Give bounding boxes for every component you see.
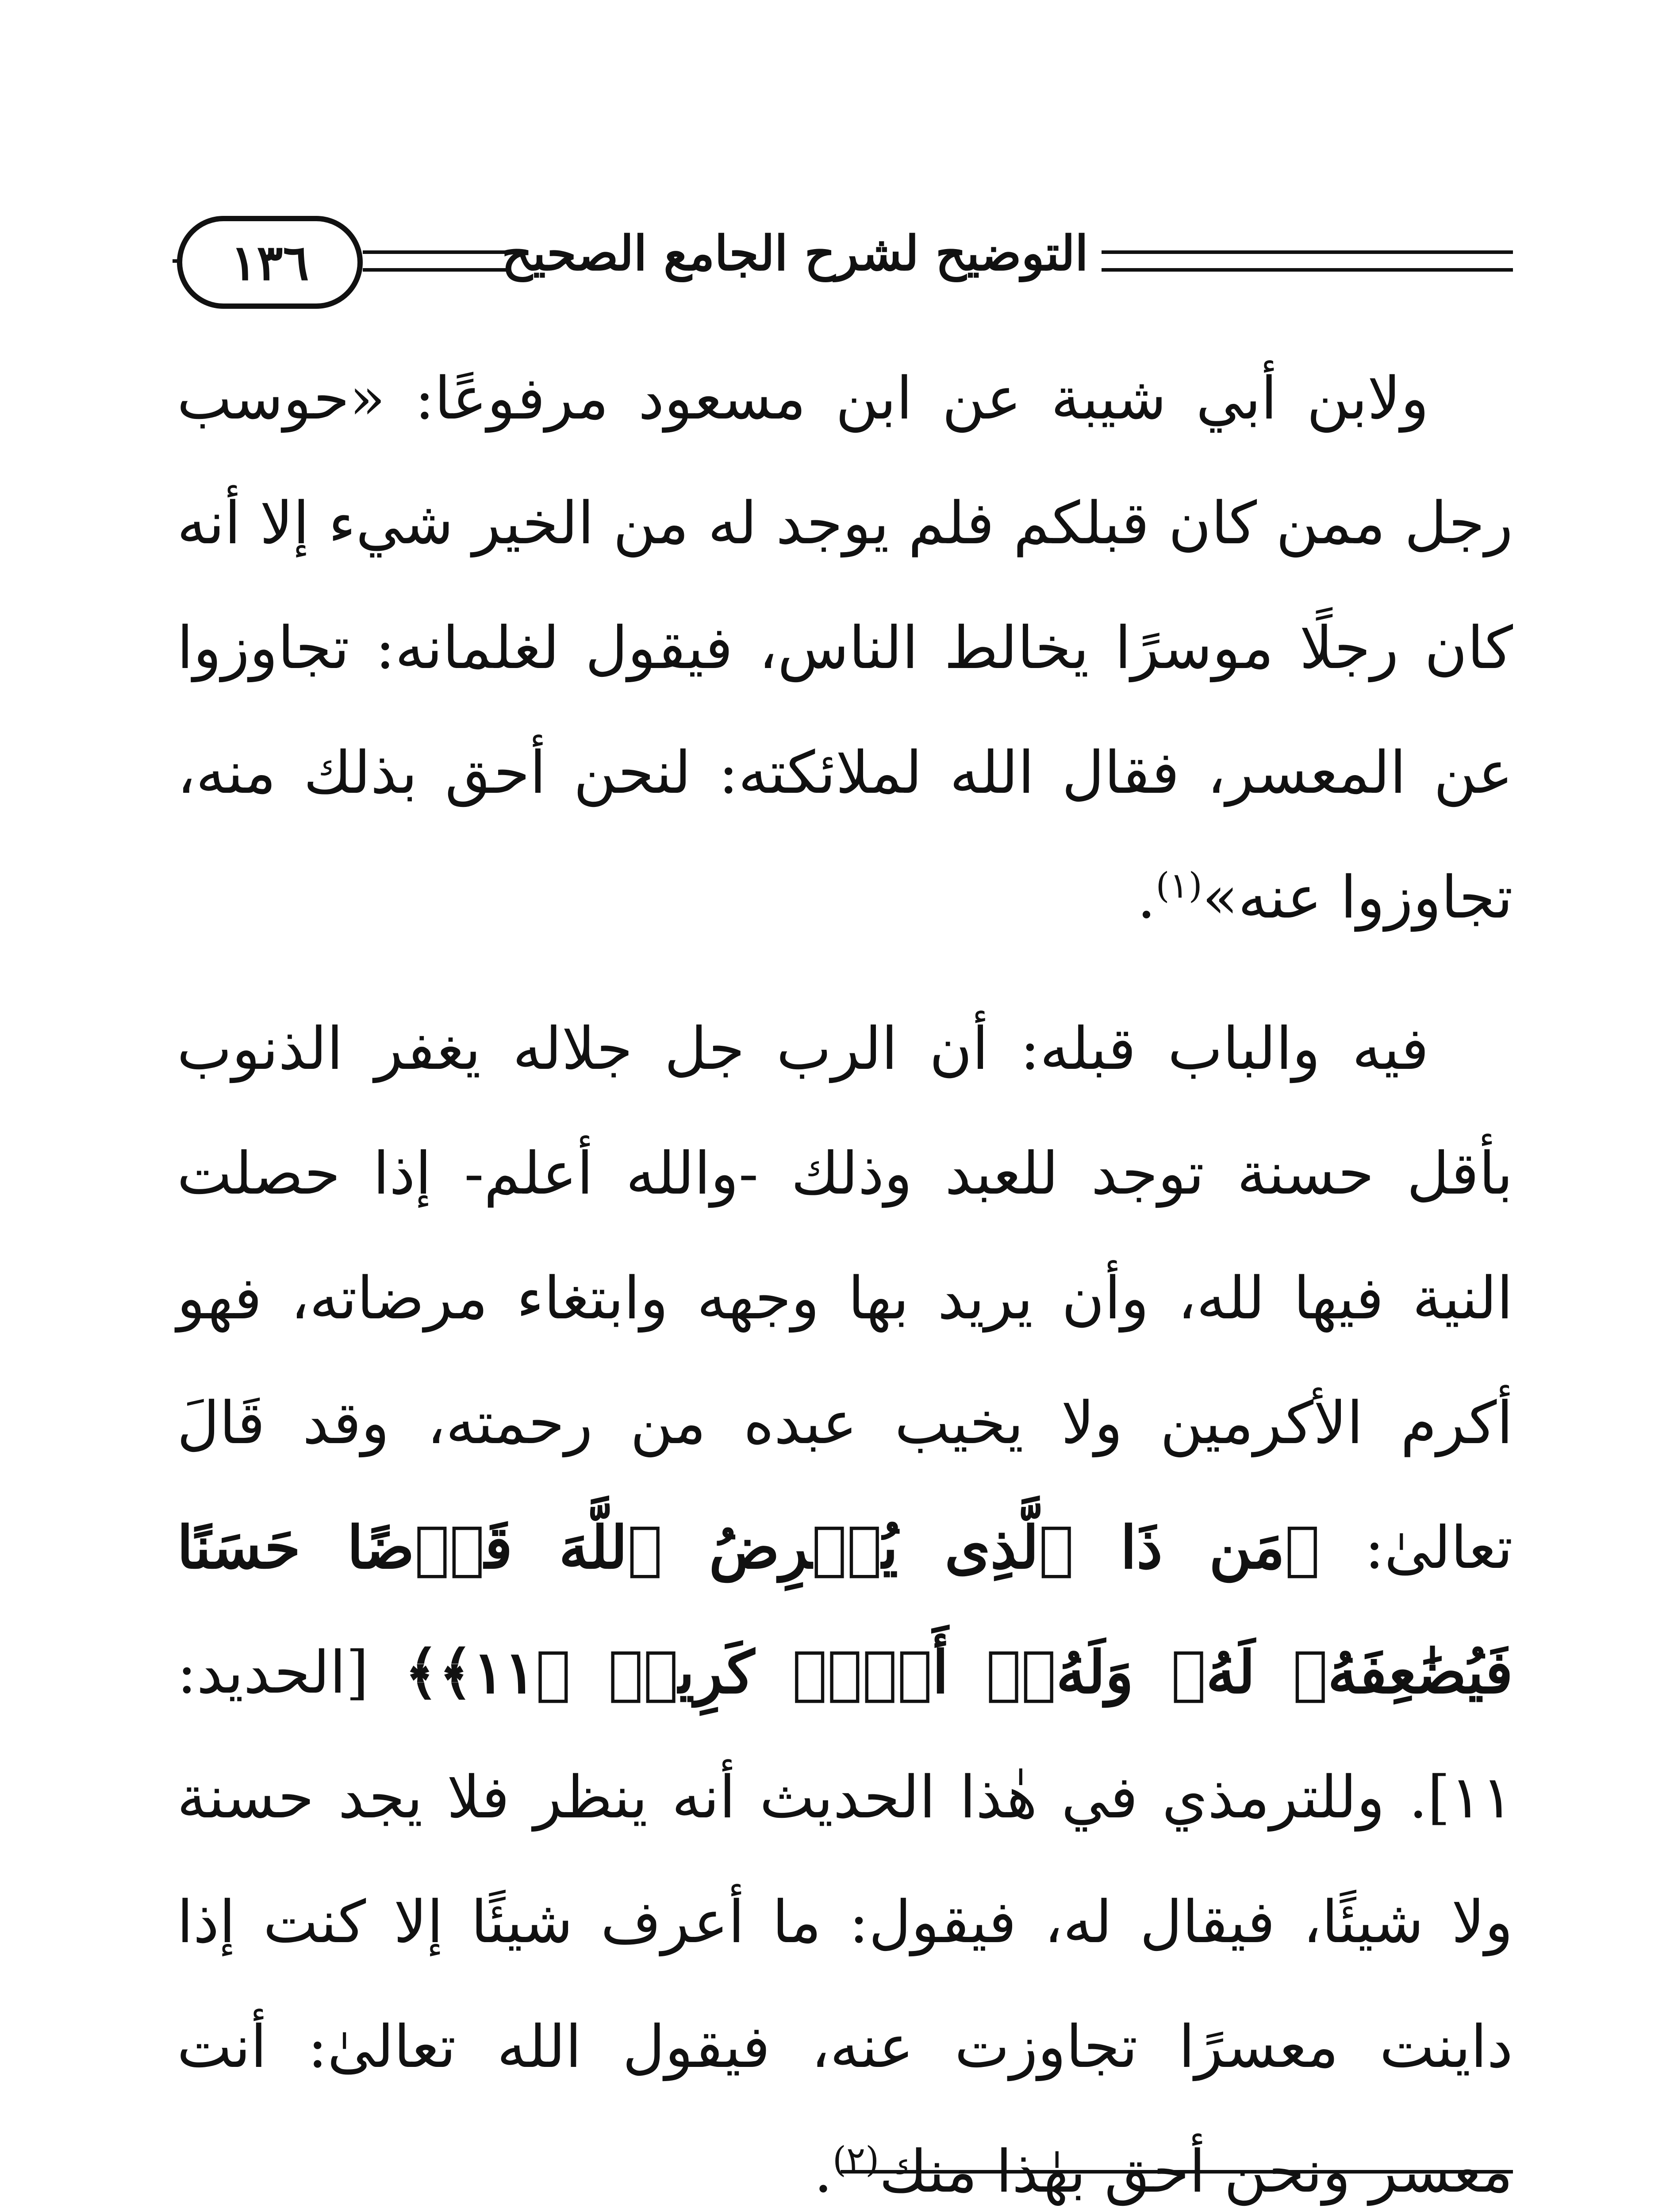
footnotes xyxy=(177,2194,1513,2212)
header-rule-lead xyxy=(173,259,181,263)
main-text xyxy=(177,336,1513,2212)
paragraph-text: [الحديد: ١١]. وللترمذي في هٰذا الحديث أنه ينظر فلا يجد حسنة ولا شيئًا، فيقال له، فيقول: ما أعرف شيئًا إلا كنت إذا داينت معسرًا تجاوزت عنه، فيقول الله تعالىٰ: أنت معسر ونحن أحق بهٰذا منك xyxy=(177,1639,1513,2206)
footnote-ref-2[interactable]: (٢) xyxy=(832,2139,879,2180)
running-title: التوضيح لشرح الجامع الصحيح xyxy=(501,226,1088,281)
header-rule-mid-bottom xyxy=(363,268,509,272)
paragraph-text: ولابن أبي شيبة عن ابن مسعود مرفوعًا: «حوسب رجل ممن كان قبلكم فلم يوجد له من الخير شيء إلا أنه كان رجلًا موسرًا يخالط الناس، فيقول لغلمانه: تجاوزوا عن المعسر، فقال الله لملائكته: لنحن أحق بذلك منه، تجاوزوا عنه» xyxy=(177,365,1513,932)
header-rule-right-top xyxy=(1102,250,1513,254)
header-rule-mid-top xyxy=(363,250,509,254)
header-rule-right-bottom xyxy=(1102,268,1513,272)
footnote-number xyxy=(1424,2194,1513,2212)
paragraph-2 xyxy=(177,987,1513,2212)
paragraph-end: . xyxy=(814,2138,833,2206)
page-number-badge xyxy=(177,216,363,309)
paragraph-end: . xyxy=(1137,864,1156,932)
footnote-1 xyxy=(177,2194,1513,2212)
page-header xyxy=(177,208,1513,319)
quran-verse: ﴿مَن ذَا ٱلَّذِى يُقۡرِضُ ٱللَّهَ قَرۡضًا حَسَنًا فَيُضَٰعِفَهُۥ لَهُۥ وَلَهُۥٓ أَجۡرٞ كَرِيمٞ ﴿١١﴾﴾ xyxy=(177,1513,1513,1707)
paragraph-text: فيه والباب قبله: أن الرب جل جلاله يغفر الذنوب بأقل حسنة توجد للعبد وذلك -والله أعلم- إذا حصلت النية فيها لله، وأن يريد بها وجهه وابتغاء مرضاته، فهو أكرم الأكرمين ولا يخيب عبده من رحمته، وقد قَالَ تعالىٰ: xyxy=(177,1015,1513,1582)
footnote-ref-1[interactable]: (١) xyxy=(1156,865,1202,906)
footnote-separator xyxy=(841,2170,1513,2174)
page-number: ١٣٦ xyxy=(230,234,309,291)
paragraph-1 xyxy=(177,336,1513,960)
